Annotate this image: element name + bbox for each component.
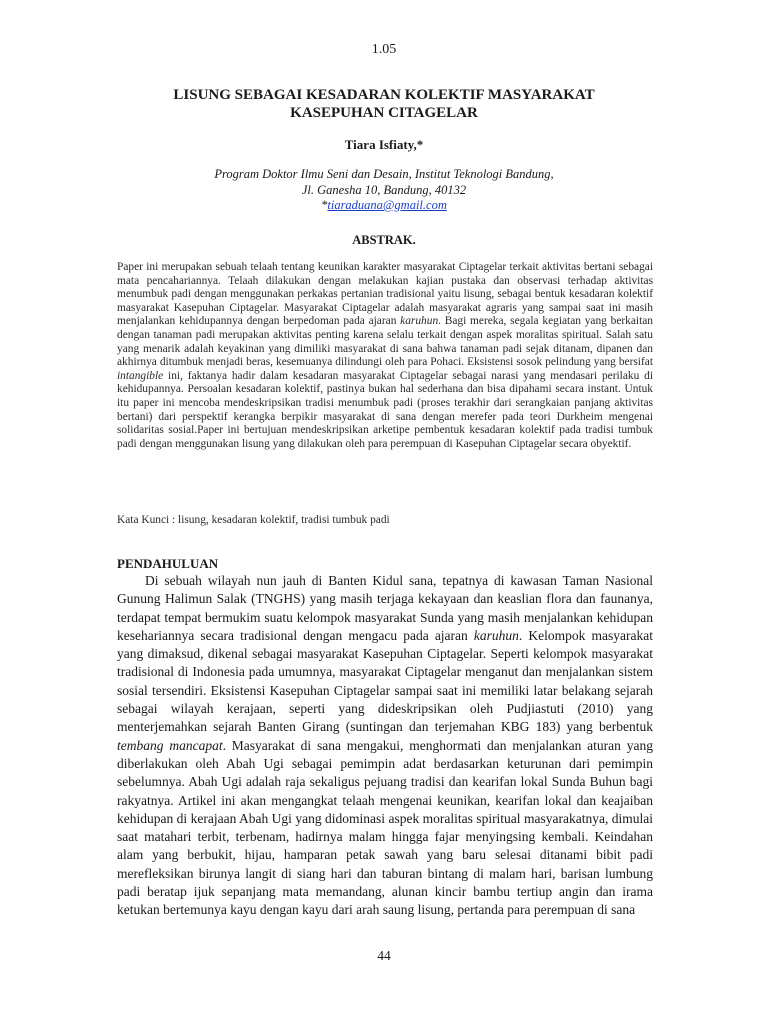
introduction-paragraph (117, 572, 653, 920)
intro-text-3: . Masyarakat di sana mengakui, menghormati dan menjalankan aturan yang diberlakukan oleh Abah Ugi sebagai pemimpin adat berdasarkan keturunan dari pemimpin sebelumnya. Abah Ugi adalah raja sekaligus pejuang tradisi dan kearifan lokal Sunda Buhun bagi rakyatnya. Artikel ini akan mengangkat telaah mengenai keunikan, kearifan lokal dan keajaiban kehidupan di kerajaan Abah Ugi yang didominasi aspek moralitas spiritual masyarakatnya, dimulai saat matahari terbit, terbenam, hadirnya malam hingga fajar menyingsing kembali. Keindahan alam yang berbukit, hijau, hamparan petak sawah yang baru selesai ditanami bibit padi merefleksikan birunya langit di siang hari dan taburan bintang di malam hari, barisan lumbung padi beratap ijuk sepanjang mata memandang, alunan kincir bambu tertiup angin dan irama ketukan bertemunya kayu dengan kayu dari arah saung lisung, pertanda para perempuan di sana (117, 737, 653, 918)
abstract-italic-1: karuhun (400, 315, 439, 328)
email-line (0, 198, 768, 213)
email-prefix: * (321, 198, 328, 212)
affiliation-line-2: Jl. Ganesha 10, Bandung, 40132 (301, 183, 467, 197)
abstract-body (117, 261, 653, 451)
abstract-text-1: Paper ini merupakan sebuah telaah tentang keunikan karakter masyarakat Ciptagelar terkait aktivitas bertani sebagai mata pencahariannya. Telaah dilakukan dengan melakukan kajian pustaka dan observasi terhadap aktivitas menumbuk padi dengan menggunakan perkakas pertanian tradisional yaitu lisung, sebagai bentuk kesadaran kolektif masyarakat Kasepuhan Ciptagelar. Masyarakat Ciptagelar adalah masyarakat agraris yang sampai saat ini masih menjalankan kehidupannya dengan berpedoman pada ajaran (117, 261, 653, 328)
email-link[interactable]: tiaraduana@gmail.com (327, 198, 447, 212)
paper-title (100, 86, 668, 122)
author-name: Tiara Isfiaty,* (344, 137, 424, 152)
introduction-body (117, 572, 653, 920)
abstract-italic-2: intangible (117, 369, 164, 382)
intro-text-2: . Kelompok masyarakat yang dimaksud, dikenal sebagai masyarakat Kasepuhan Ciptagelar. Seperti kelompok masyarakat tradisional di Indonesia pada umumnya, masyarakat Ciptagelar menganut dan menjalankan sistem sosial tersendiri. Eksistensi Kasepuhan Ciptagelar sampai saat ini memiliki latar belakang sejarah sebagai wilayah kerajaan, seperti yang dideskripsikan oleh Pudjiastuti (2010) yang menterjemahkan sejarah Banten Girang (suntingan dan terjemahan KBG 183) yang berbentuk (117, 627, 653, 735)
abstract-text-2: . Bagi mereka, segala kegiatan yang berkaitan dengan tanaman padi merupakan aktivitas penting karena selalu terkait dengan aspek moralitas spiritual. Salah satu yang menarik adalah keyakinan yang dimiliki masyarakat di sana bahwa tanaman padi sejak ditanam, dipanen dan akhirnya ditumbuk menjadi beras, kesemuanya dilindungi oleh para Pohaci. Eksistensi sosok pelindung yang bersifat (117, 315, 653, 369)
page-number: 44 (377, 948, 391, 963)
abstract-text-3: ini, faktanya hadir dalam kesadaran masyarakat Ciptagelar sebagai narasi yang mendasari perilaku di kehidupannya. Persoalan kesadaran kolektif, pastinya bukan hal sederhana dan bisa dipahami secara instant. Untuk itu paper ini mencoba mendeskripsikan tradisi menumbuk padi (proses terakhir dari serangkaian panjang aktivitas bertani) dari perspektif kerangka berpikir masyarakat di sana dengan merefer pada teori Durkheim mengenai solidaritas sosial.Paper ini bertujuan mendeskripsikan arketipe pembentuk kesadaran kolektif pada tradisi tumbuk padi dengan menggunakan lisung yang dilakukan oleh para perempuan di Kasepuhan Ciptagelar secara obyektif. (117, 369, 653, 450)
title-line-1: LISUNG SEBAGAI KESADARAN KOLEKTIF MASYARAKAT (173, 87, 595, 103)
affiliation (0, 166, 768, 198)
title-line-2: KASEPUHAN CITAGELAR (290, 105, 478, 121)
section-number: 1.05 (371, 42, 397, 57)
intro-text-1: Di sebuah wilayah nun jauh di Banten Kidul sana, tepatnya di kawasan Taman Nasional Gunung Halimun Salak (TNGHS) yang masih terjaga kekayaan dan keaslian flora dan faunanya, terdapat tempat bermukim suatu kelompok masyarakat Sunda yang masih menjalankan kehidupan kesehariannya secara tradisional dengan mengacu pada ajaran (117, 573, 653, 643)
abstract-heading: ABSTRAK. (352, 233, 416, 247)
intro-italic-1: karuhun (473, 627, 519, 643)
keywords: Kata Kunci : lisung, kesadaran kolektif, tradisi tumbuk padi (117, 514, 390, 526)
introduction-heading: PENDAHULUAN (117, 556, 219, 571)
intro-italic-2: tembang mancapat (117, 737, 223, 753)
affiliation-line-1: Program Doktor Ilmu Seni dan Desain, Institut Teknologi Bandung, (214, 167, 554, 181)
abstract-paragraph (117, 261, 653, 451)
